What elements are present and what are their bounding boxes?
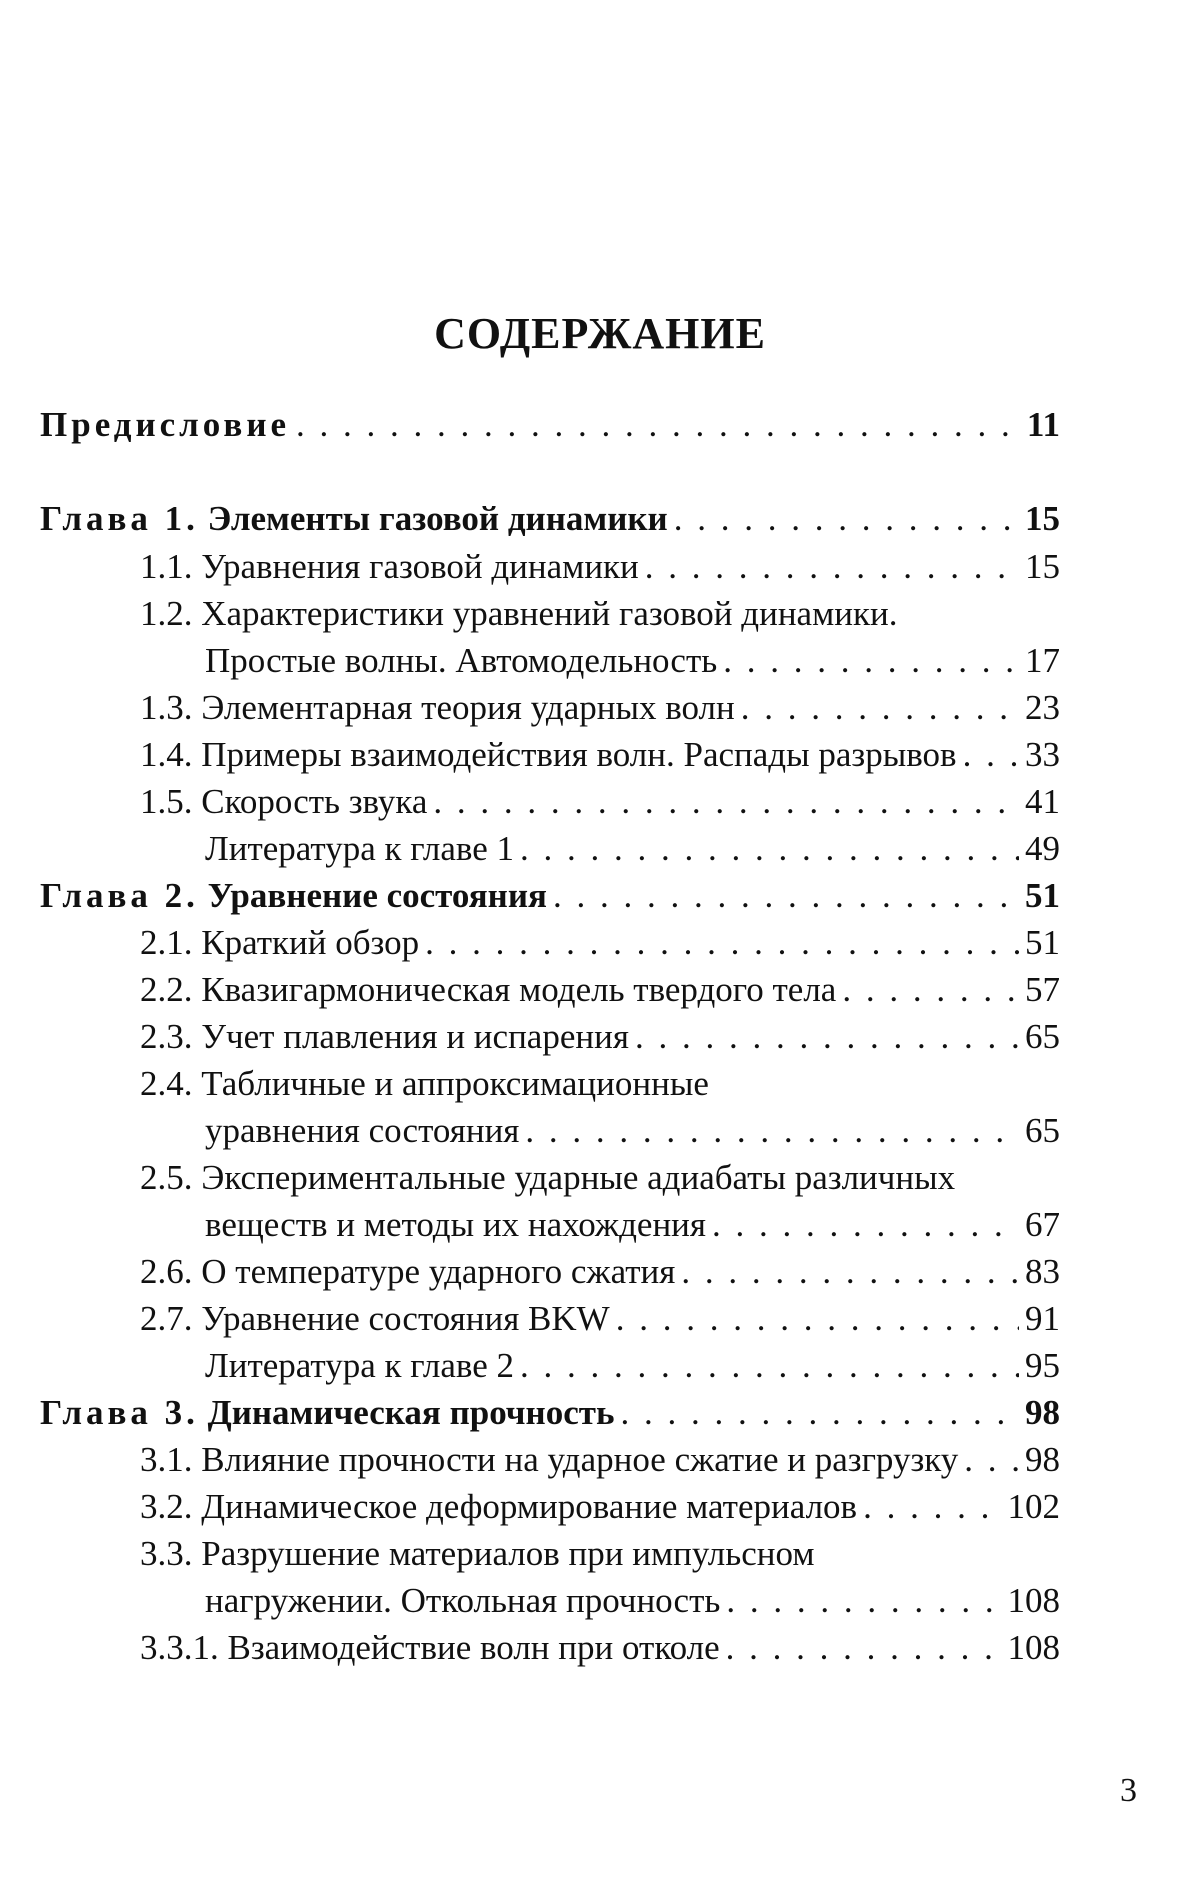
toc-leader-dots <box>520 1344 1019 1388</box>
toc-entry-label: 3.1. <box>140 1440 193 1479</box>
toc-leader-dots <box>433 780 1019 824</box>
toc-entry-text: Элементарная теория ударных волн <box>201 688 735 727</box>
toc-leader-dots <box>553 874 1019 918</box>
toc-entry-label: 2.3. <box>140 1017 193 1056</box>
toc-entry-label: 1.2. <box>140 594 193 633</box>
toc-entry-text: Краткий обзор <box>201 923 420 962</box>
toc-entry-label: 1.3. <box>140 688 193 727</box>
toc-leader-dots <box>681 1250 1019 1294</box>
toc-entry-label: 2.6. <box>140 1252 193 1291</box>
toc-entry-label: 3.2. <box>140 1487 193 1526</box>
toc-entry-text: Динамическая прочность <box>207 1393 615 1432</box>
toc-page-number: 67 <box>1025 1205 1060 1244</box>
toc-entry-section <box>140 780 1060 824</box>
toc-page-number: 65 <box>1025 1017 1060 1056</box>
toc-entry-text: Уравнение состояния BKW <box>201 1299 610 1338</box>
toc-page-number: 95 <box>1025 1346 1060 1385</box>
toc-entry-continuation <box>205 1109 1060 1153</box>
toc-entry-section <box>140 1062 1060 1106</box>
toc-entry-text: Квазигармоническая модель твердого тела <box>201 970 837 1009</box>
toc-entry-text: О температуре ударного сжатия <box>201 1252 676 1291</box>
toc-entry-label: Глава 1. <box>40 499 199 538</box>
toc-page-number: 15 <box>1025 547 1060 586</box>
toc-entry-label: 2.4. <box>140 1064 193 1103</box>
toc-page-number: 41 <box>1025 782 1060 821</box>
toc-page-number: 83 <box>1025 1252 1060 1291</box>
toc-entry-label: 1.5. <box>140 782 193 821</box>
toc-page-number: 15 <box>1025 499 1060 538</box>
toc-entry-text: Экспериментальные ударные адиабаты различных <box>201 1158 956 1197</box>
toc-entry-text: Примеры взаимодействия волн. Распады разрывов <box>201 735 957 774</box>
toc-page-number: 91 <box>1025 1299 1060 1338</box>
toc-entry-label: 2.2. <box>140 970 193 1009</box>
toc-leader-dots <box>726 1579 1001 1623</box>
toc-leader-dots <box>674 497 1019 541</box>
toc-leader-dots <box>620 1391 1019 1435</box>
page-title: СОДЕРЖАНИЕ <box>434 309 766 358</box>
toc-entry-section <box>140 921 1060 965</box>
toc-page-number: 102 <box>1007 1487 1060 1526</box>
toc-entry-text: Разрушение материалов при импульсном <box>201 1534 815 1573</box>
toc-entry-section <box>140 1250 1060 1294</box>
toc-entry-text: Литература к главе 2 <box>205 1346 514 1385</box>
toc-page-number: 65 <box>1025 1111 1060 1150</box>
toc-entry-label: Предисловие <box>40 405 291 444</box>
toc-page-number: 98 <box>1025 1440 1060 1479</box>
toc-leader-dots <box>425 921 1019 965</box>
toc-entry-chapter-2 <box>40 874 1060 918</box>
toc-entry-section <box>140 545 1060 589</box>
toc-entry-text: Уравнение состояния <box>207 876 547 915</box>
toc-entry-preface <box>40 403 1060 447</box>
toc-page-number: 49 <box>1025 829 1060 868</box>
toc-leader-dots <box>723 639 1019 683</box>
toc-entry-section <box>140 968 1060 1012</box>
toc-page-number: 108 <box>1007 1581 1060 1620</box>
toc-entry-text: Учет плавления и испарения <box>201 1017 629 1056</box>
toc-page-number: 23 <box>1025 688 1060 727</box>
toc-entry-continuation <box>205 639 1060 683</box>
toc-entry-text: Характеристики уравнений газовой динамики. <box>201 594 898 633</box>
toc-entry-label: Глава 2. <box>40 876 199 915</box>
toc-page-number: 33 <box>1025 735 1060 774</box>
toc-entry-label: 3.3. <box>140 1534 193 1573</box>
toc-entry-label: 1.4. <box>140 735 193 774</box>
toc-entry-label: 1.1. <box>140 547 193 586</box>
toc-entry-text: Табличные и аппроксимационные <box>201 1064 709 1103</box>
toc-entry-text: Влияние прочности на ударное сжатие и разгрузку <box>201 1440 959 1479</box>
toc-leader-dots <box>296 403 1021 447</box>
toc-entry-text: веществ и методы их нахождения <box>205 1205 707 1244</box>
toc-entry-section <box>140 592 1060 636</box>
toc-page-number: 98 <box>1025 1393 1060 1432</box>
toc-entry-section <box>140 1438 1060 1482</box>
toc-entry-section <box>140 1015 1060 1059</box>
toc-entry-text: Уравнения газовой динамики <box>201 547 639 586</box>
toc-entry-literature <box>205 1344 1060 1388</box>
toc-entry-literature <box>205 827 1060 871</box>
toc-leader-dots <box>726 1626 1002 1670</box>
toc-page-number: 51 <box>1025 923 1060 962</box>
toc-entry-section <box>140 1485 1060 1529</box>
toc-page-number: 11 <box>1026 405 1060 444</box>
toc-entry-label: 2.7. <box>140 1299 193 1338</box>
toc-leader-dots <box>842 968 1019 1012</box>
toc-entry-text: уравнения состояния <box>205 1111 520 1150</box>
toc-entry-chapter-1 <box>40 497 1060 541</box>
toc-entry-continuation <box>205 1203 1060 1247</box>
toc-entry-section <box>140 733 1060 777</box>
toc-entry-section <box>140 1297 1060 1341</box>
toc-entry-section <box>140 1156 1060 1200</box>
toc-entry-label: 2.1. <box>140 923 193 962</box>
toc-entry-section <box>140 686 1060 730</box>
toc-entry-chapter-3 <box>40 1391 1060 1435</box>
toc-entry-section <box>140 1532 1060 1576</box>
toc-entry-text: Простые волны. Автомодельность <box>205 641 718 680</box>
toc-leader-dots <box>863 1485 1001 1529</box>
toc-entry-text: Взаимодействие волн при отколе <box>227 1628 720 1667</box>
toc-leader-dots <box>645 545 1019 589</box>
toc-leader-dots <box>635 1015 1019 1059</box>
toc-leader-dots <box>616 1297 1019 1341</box>
toc-page-number: 108 <box>1007 1628 1060 1667</box>
toc-entry-label: 2.5. <box>140 1158 193 1197</box>
toc-page-number: 17 <box>1025 641 1060 680</box>
toc-leader-dots <box>520 827 1019 871</box>
toc-leader-dots <box>525 1109 1019 1153</box>
toc-entry-label: Глава 3. <box>40 1393 199 1432</box>
toc-leader-dots <box>964 1438 1019 1482</box>
toc-leader-dots <box>712 1203 1019 1247</box>
toc-leader-dots <box>741 686 1019 730</box>
toc-entry-text: Динамическое деформирование материалов <box>201 1487 858 1526</box>
toc-leader-dots <box>963 733 1019 777</box>
toc-page-number: 51 <box>1025 876 1060 915</box>
toc-entry-subsection <box>140 1626 1060 1670</box>
toc-entry-text: нагружении. Откольная прочность <box>205 1581 721 1620</box>
toc-entry-text: Элементы газовой динамики <box>207 499 668 538</box>
toc-entry-label: 3.3.1. <box>140 1628 219 1667</box>
toc-entry-text: Скорость звука <box>201 782 428 821</box>
page-number: 3 <box>1120 1772 1137 1809</box>
toc-entry-text: Литература к главе 1 <box>205 829 514 868</box>
toc-entry-continuation <box>205 1579 1060 1623</box>
toc-page-number: 57 <box>1025 970 1060 1009</box>
